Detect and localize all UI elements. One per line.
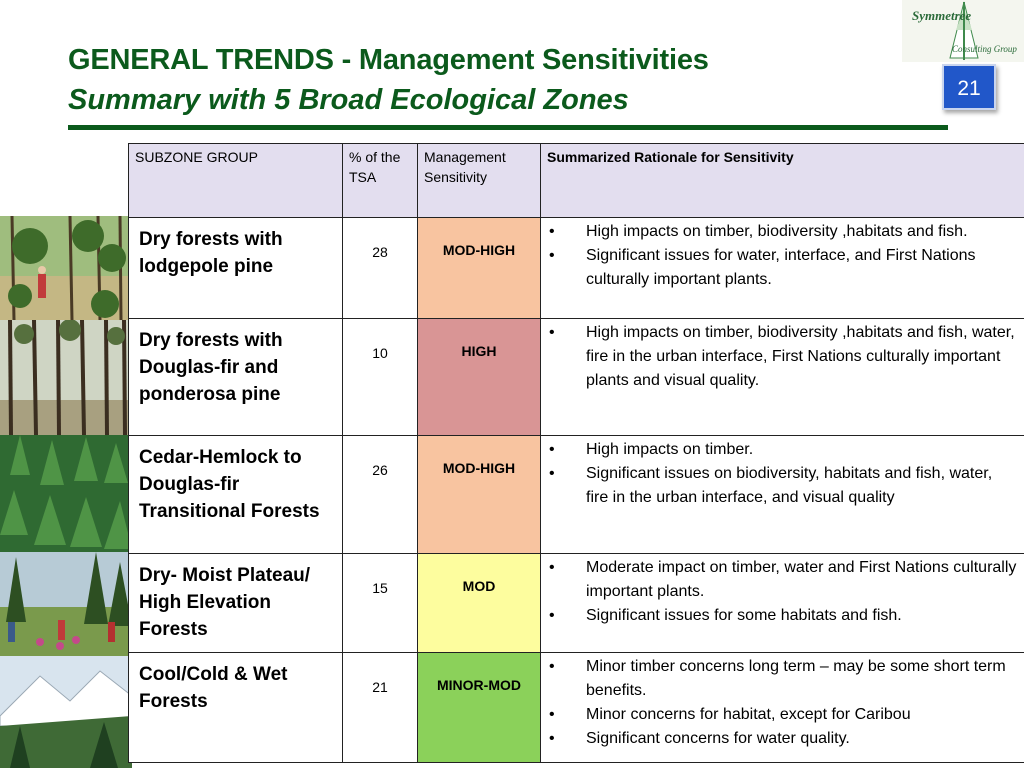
zone-name: Dry- Moist Plateau/ High Elevation Forests	[129, 554, 343, 653]
cool-wet-forest-photo	[0, 656, 132, 768]
column-header-subzone: SUBZONE GROUP	[129, 144, 343, 218]
zone-name: Cool/Cold & Wet Forests	[129, 653, 343, 763]
plateau-forest-photo	[0, 552, 132, 656]
tsa-percent: 10	[343, 319, 418, 436]
column-header-sensitivity: Management Sensitivity	[418, 144, 541, 218]
rationale-item: • High impacts on timber.	[541, 438, 1018, 462]
tsa-percent: 26	[343, 436, 418, 554]
tsa-percent: 28	[343, 218, 418, 319]
column-header-rationale: Summarized Rationale for Sensitivity	[541, 144, 1024, 218]
sensitivity-level: MINOR-MOD	[418, 653, 541, 763]
rationale-item: • Significant concerns for water quality.	[541, 727, 1018, 751]
zone-name: Dry forests with lodgepole pine	[129, 218, 343, 319]
photo-strip	[0, 216, 132, 768]
rationale-item: • High impacts on timber, biodiversity ,habitats and fish.	[541, 220, 1018, 244]
rationale-item: • Significant issues for some habitats and fish.	[541, 604, 1018, 628]
column-header-percent: % of the TSA	[343, 144, 418, 218]
sensitivity-table	[128, 143, 1024, 763]
logo-name: Symmetree	[912, 8, 972, 23]
rationale-item: • Moderate impact on timber, water and First Nations culturally important plants.	[541, 556, 1018, 604]
tsa-percent: 15	[343, 554, 418, 653]
rationale-cell	[541, 319, 1024, 436]
company-logo	[902, 0, 1024, 62]
lodgepole-forest-photo	[0, 216, 132, 320]
rationale-item: • Minor concerns for habitat, except for Caribou	[541, 703, 1018, 727]
title-underline	[68, 125, 948, 130]
sensitivity-level: HIGH	[418, 319, 541, 436]
rationale-item: • Minor timber concerns long term – may be some short term benefits.	[541, 655, 1018, 703]
cedar-hemlock-forest-photo	[0, 435, 132, 552]
douglas-fir-forest-photo	[0, 320, 132, 435]
rationale-cell	[541, 653, 1024, 763]
rationale-item: • High impacts on timber, biodiversity ,habitats and fish, water, fire in the urban interface, First Nations culturally important plants and visual quality.	[541, 321, 1018, 393]
tsa-percent: 21	[343, 653, 418, 763]
zone-name: Dry forests with Douglas-fir and ponderosa pine	[129, 319, 343, 436]
sensitivity-level: MOD-HIGH	[418, 436, 541, 554]
table-header-row	[129, 144, 1024, 218]
rationale-item: • Significant issues on biodiversity, habitats and fish, water, fire in the urban interface, and visual quality	[541, 462, 1018, 510]
logo-subname: Consulting Group	[952, 44, 1017, 54]
sensitivity-level: MOD	[418, 554, 541, 653]
table-row	[129, 218, 1024, 319]
rationale-cell	[541, 218, 1024, 319]
sensitivity-level: MOD-HIGH	[418, 218, 541, 319]
table-row	[129, 319, 1024, 436]
rationale-cell	[541, 554, 1024, 653]
table-row	[129, 653, 1024, 763]
rationale-item: • Significant issues for water, interface, and First Nations culturally important plants.	[541, 244, 1018, 292]
slide-title: GENERAL TRENDS - Management Sensitivities	[68, 44, 709, 76]
table-row	[129, 554, 1024, 653]
slide-subtitle: Summary with 5 Broad Ecological Zones	[68, 84, 629, 116]
slide-number-badge: 21	[942, 64, 996, 110]
zone-name: Cedar-Hemlock to Douglas-fir Transitional Forests	[129, 436, 343, 554]
table-row	[129, 436, 1024, 554]
rationale-cell	[541, 436, 1024, 554]
